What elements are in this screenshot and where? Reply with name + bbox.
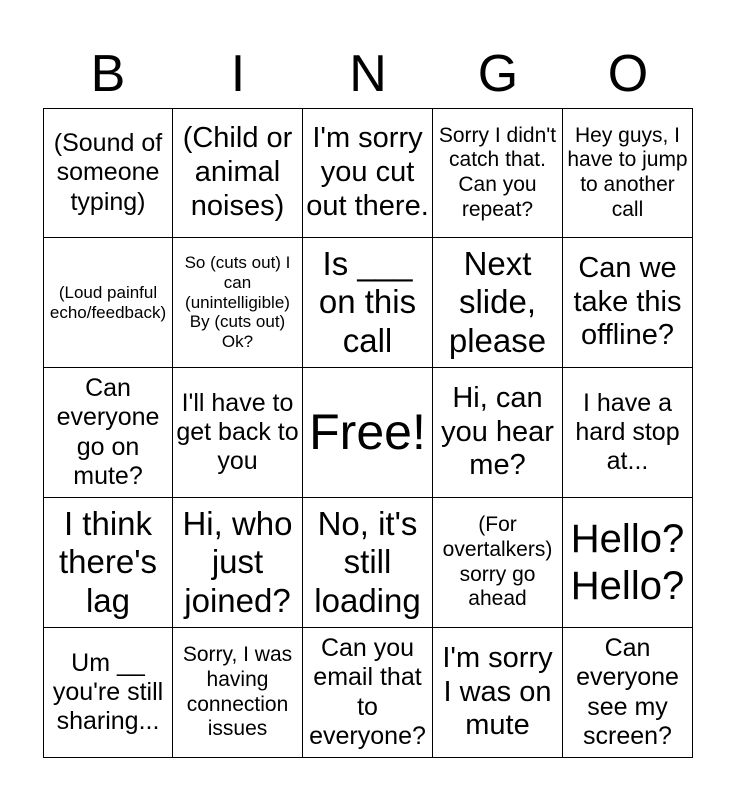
cell-text: Hi, can you hear me? [441, 381, 554, 482]
bingo-cell[interactable] [433, 238, 563, 368]
bingo-cell[interactable] [433, 628, 563, 758]
free-space-cell[interactable] [303, 368, 433, 498]
bingo-cell[interactable] [173, 108, 303, 238]
bingo-cell[interactable] [563, 498, 693, 628]
bingo-cell[interactable] [433, 108, 563, 238]
bingo-cell[interactable] [173, 238, 303, 368]
cell-text: I'm sorry you cut out there. [306, 122, 429, 222]
header-letter-o: O [607, 45, 649, 103]
bingo-header [43, 40, 693, 108]
cell-text: (Loud painful echo/feedback) [49, 282, 167, 322]
header-letter-g: G [477, 45, 519, 103]
cell-text: Sorry, I was having connection issues [182, 643, 293, 741]
bingo-cell[interactable] [43, 498, 173, 628]
header-letter-n: N [349, 45, 387, 103]
bingo-cell[interactable] [563, 628, 693, 758]
bingo-cell[interactable] [303, 238, 433, 368]
header-letter-i: I [230, 45, 246, 103]
bingo-cell[interactable] [173, 628, 303, 758]
cell-text: Can we take this offline? [573, 251, 682, 352]
cell-text: Hello? Hello? [570, 516, 685, 608]
bingo-cell[interactable] [433, 368, 563, 498]
bingo-board [43, 108, 693, 758]
bingo-cell[interactable] [43, 238, 173, 368]
bingo-cell[interactable] [173, 368, 303, 498]
cell-text: So (cuts out) I can (unintelligible) By (cuts out) Ok? [184, 252, 291, 352]
bingo-cell[interactable] [303, 108, 433, 238]
cell-text: I think there's lag [58, 504, 158, 619]
cell-text: No, it's still loading [314, 504, 421, 619]
bingo-cell[interactable] [43, 368, 173, 498]
cell-text: Um __ you're still sharing... [52, 648, 164, 736]
bingo-cell[interactable] [303, 628, 433, 758]
cell-text: I'm sorry I was on mute [442, 641, 553, 742]
cell-text: Can you email that to everyone? [309, 634, 426, 750]
cell-text: Hey guys, I have to jump to another call [567, 123, 688, 221]
cell-text: Hi, who just joined? [182, 504, 293, 619]
header-letter-b: B [90, 45, 126, 103]
bingo-cell[interactable] [43, 628, 173, 758]
cell-text: (Child or animal noises) [182, 122, 293, 222]
bingo-cell[interactable] [43, 108, 173, 238]
cell-text: (For overtalkers) sorry go ahead [442, 513, 553, 611]
cell-text: Can everyone go on mute? [56, 374, 160, 490]
cell-text: (Sound of someone typing) [53, 129, 163, 216]
cell-text: Free! [309, 404, 426, 461]
cell-text: I have a hard stop at... [575, 388, 680, 476]
cell-text: Can everyone see my screen? [576, 634, 679, 750]
bingo-cell[interactable] [563, 368, 693, 498]
cell-text: Next slide, please [448, 244, 547, 359]
bingo-cell[interactable] [563, 108, 693, 238]
bingo-cell[interactable] [433, 498, 563, 628]
cell-text: Is ___ on this call [318, 244, 417, 359]
bingo-cell[interactable] [303, 498, 433, 628]
cell-text: I'll have to get back to you [176, 388, 299, 476]
cell-text: Sorry I didn't catch that. Can you repeat? [438, 123, 557, 221]
bingo-cell[interactable] [563, 238, 693, 368]
bingo-cell[interactable] [173, 498, 303, 628]
